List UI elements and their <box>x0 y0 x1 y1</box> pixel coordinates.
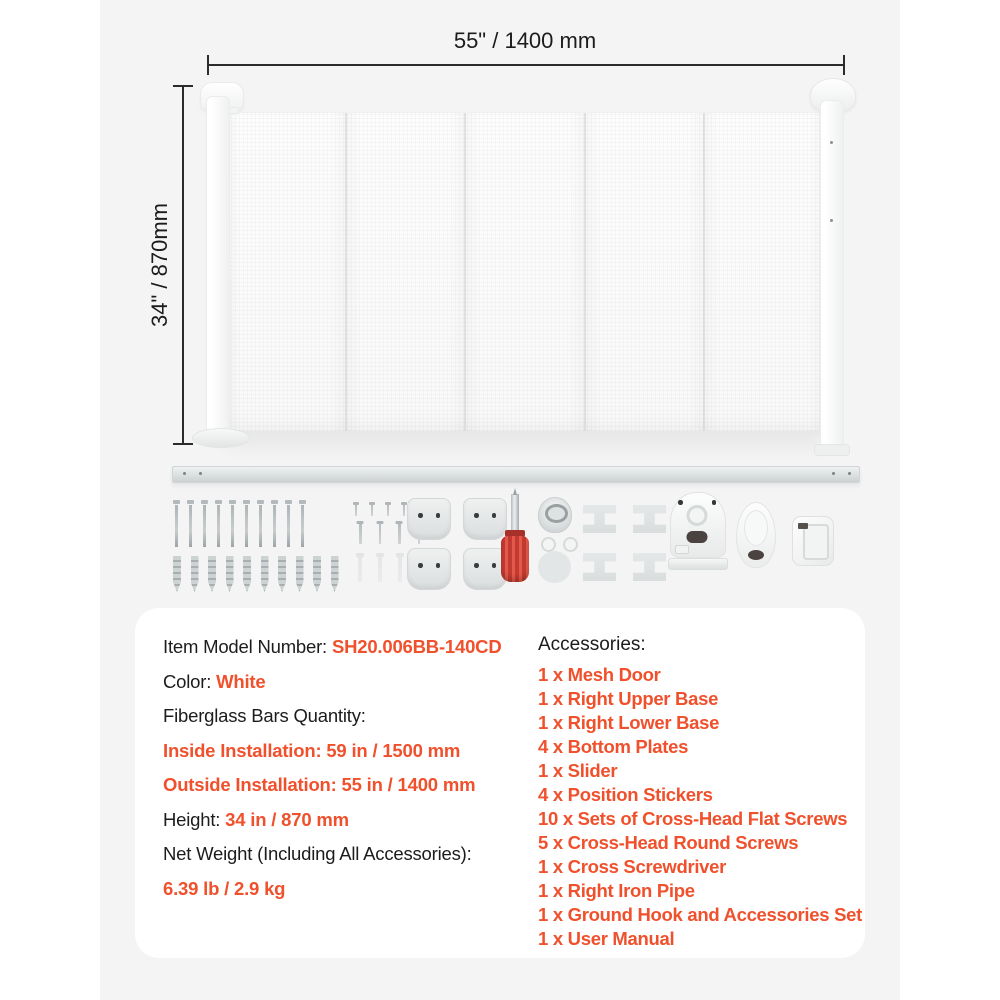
screw-dot-icon <box>183 472 186 475</box>
screw-icon <box>379 524 382 544</box>
screwdriver-handle <box>501 536 529 582</box>
screwdriver-shaft <box>511 494 519 532</box>
accessory-item: 1 x Cross Screwdriver <box>538 856 727 877</box>
screw-icon <box>387 505 389 516</box>
content-canvas <box>100 0 900 1000</box>
screw-icon <box>217 505 220 547</box>
screw-icon <box>245 505 248 547</box>
screw-dot-icon <box>712 500 717 505</box>
position-stickers-row-1 <box>583 505 666 533</box>
accessory-item: 1 x Ground Hook and Accessories Set <box>538 904 862 925</box>
screw-dot-icon <box>678 500 683 505</box>
anchor-icon <box>313 556 321 592</box>
screw-icon <box>203 505 206 547</box>
dimension-tick-icon <box>207 55 209 75</box>
bottom-plate-icon <box>407 548 451 590</box>
right-post <box>820 100 844 452</box>
height-dimension-label: 34" / 870mm <box>147 203 172 327</box>
spec-row-model: Item Model Number: SH20.006BB-140CD <box>163 636 502 657</box>
ring-icon <box>563 537 578 552</box>
accessory-item: 1 x Mesh Door <box>538 664 661 685</box>
dimension-tick-icon <box>173 443 193 445</box>
screw-icon <box>301 505 304 547</box>
screw-dot-icon <box>830 141 833 144</box>
screw-dot-icon <box>199 472 202 475</box>
slider-icon <box>792 516 834 566</box>
position-sticker-icon <box>633 553 666 581</box>
anchor-icon <box>296 556 304 592</box>
anchor-icon <box>261 556 269 592</box>
spec-panel <box>135 608 865 958</box>
dimension-tick-icon <box>173 85 193 87</box>
screw-dot-icon <box>848 472 851 475</box>
position-sticker-icon <box>583 505 616 533</box>
ring-icon <box>541 537 556 552</box>
anchor-icon <box>278 556 286 592</box>
screw-dot-icon <box>830 219 833 222</box>
screw-icon <box>378 556 382 582</box>
accessory-item: 10 x Sets of Cross-Head Flat Screws <box>538 808 848 829</box>
accessory-item: 4 x Bottom Plates <box>538 736 689 757</box>
right-lower-base-icon <box>736 502 776 568</box>
position-sticker-icon <box>633 505 666 533</box>
screw-icon <box>189 505 192 547</box>
left-post-foot <box>192 428 250 448</box>
mesh-section <box>227 113 347 431</box>
screw-icon <box>355 505 357 516</box>
accessory-item: 1 x Right Upper Base <box>538 688 719 709</box>
spec-row-color: Color: White <box>163 670 266 692</box>
screw-icon <box>287 505 290 547</box>
pole-hole-icon <box>687 505 708 526</box>
accessory-item: 1 x Right Lower Base <box>538 712 720 733</box>
base-chip-icon <box>675 545 689 554</box>
flat-screws-group <box>175 500 304 547</box>
bottom-plates-row-2 <box>407 548 507 590</box>
left-post <box>206 96 230 438</box>
dimension-tick-icon <box>843 55 845 75</box>
cross-screwdriver-icon <box>500 494 530 584</box>
anchor-icon <box>173 556 181 592</box>
upper-base-plate <box>668 558 728 570</box>
base-slot-icon <box>687 531 708 543</box>
mesh-section <box>586 113 706 431</box>
screw-icon <box>175 505 178 547</box>
wall-anchors-group <box>173 552 339 592</box>
screw-icon <box>403 505 405 516</box>
screw-icon <box>273 505 276 547</box>
accessories-title: Accessories: <box>538 634 646 655</box>
screw-icon <box>358 556 362 582</box>
spec-list <box>163 637 523 913</box>
position-stickers-row-2 <box>583 553 666 581</box>
bottom-plate-icon <box>407 498 451 540</box>
spec-row-net-weight-value: 6.39 lb / 2.9 kg <box>163 877 286 899</box>
mesh-section <box>466 113 586 431</box>
mesh-section <box>347 113 467 431</box>
screw-icon <box>398 524 401 544</box>
screw-icon <box>231 505 234 547</box>
screw-icon <box>359 524 362 544</box>
spec-row-net-weight-label: Net Weight (Including All Accessories): <box>163 843 472 864</box>
accessory-item: 1 x User Manual <box>538 928 675 949</box>
anchor-icon <box>243 556 251 592</box>
bottom-plates-row-1 <box>407 498 507 540</box>
accessory-item: 1 x Slider <box>538 760 618 781</box>
screw-icon <box>371 505 373 516</box>
accessories-list <box>538 634 862 951</box>
spec-row-bars-quantity: Fiberglass Bars Quantity: <box>163 705 366 726</box>
right-post-foot <box>814 444 850 456</box>
accessory-item: 4 x Position Stickers <box>538 784 713 805</box>
right-iron-pipe <box>172 466 860 483</box>
anchor-icon <box>331 556 339 592</box>
position-sticker-icon <box>583 553 616 581</box>
spec-row-height: Height: 34 in / 870 mm <box>163 808 349 830</box>
accessories-items <box>538 663 862 951</box>
mesh-door-illustration <box>226 112 824 435</box>
mesh-section <box>705 113 823 431</box>
accessory-item: 1 x Right Iron Pipe <box>538 880 695 901</box>
screw-dot-icon <box>832 472 835 475</box>
ground-hook-icon <box>538 497 572 533</box>
width-dimension-line <box>207 64 845 66</box>
spec-row-inside-installation: Inside Installation: 59 in / 1500 mm <box>163 739 461 761</box>
width-dimension-label: 55" / 1400 mm <box>453 28 597 53</box>
anchor-icon <box>208 556 216 592</box>
right-upper-base-icon <box>668 492 726 572</box>
screw-icon <box>398 556 402 582</box>
screw-icon <box>259 505 262 547</box>
anchor-icon <box>226 556 234 592</box>
hook-rings-row <box>541 537 578 552</box>
anchor-icon <box>191 556 199 592</box>
height-dimension-line <box>182 85 184 445</box>
accessory-item: 5 x Cross-Head Round Screws <box>538 832 799 853</box>
spec-row-outside-installation: Outside Installation: 55 in / 1400 mm <box>163 774 476 795</box>
hook-base-disc-icon <box>538 551 571 583</box>
